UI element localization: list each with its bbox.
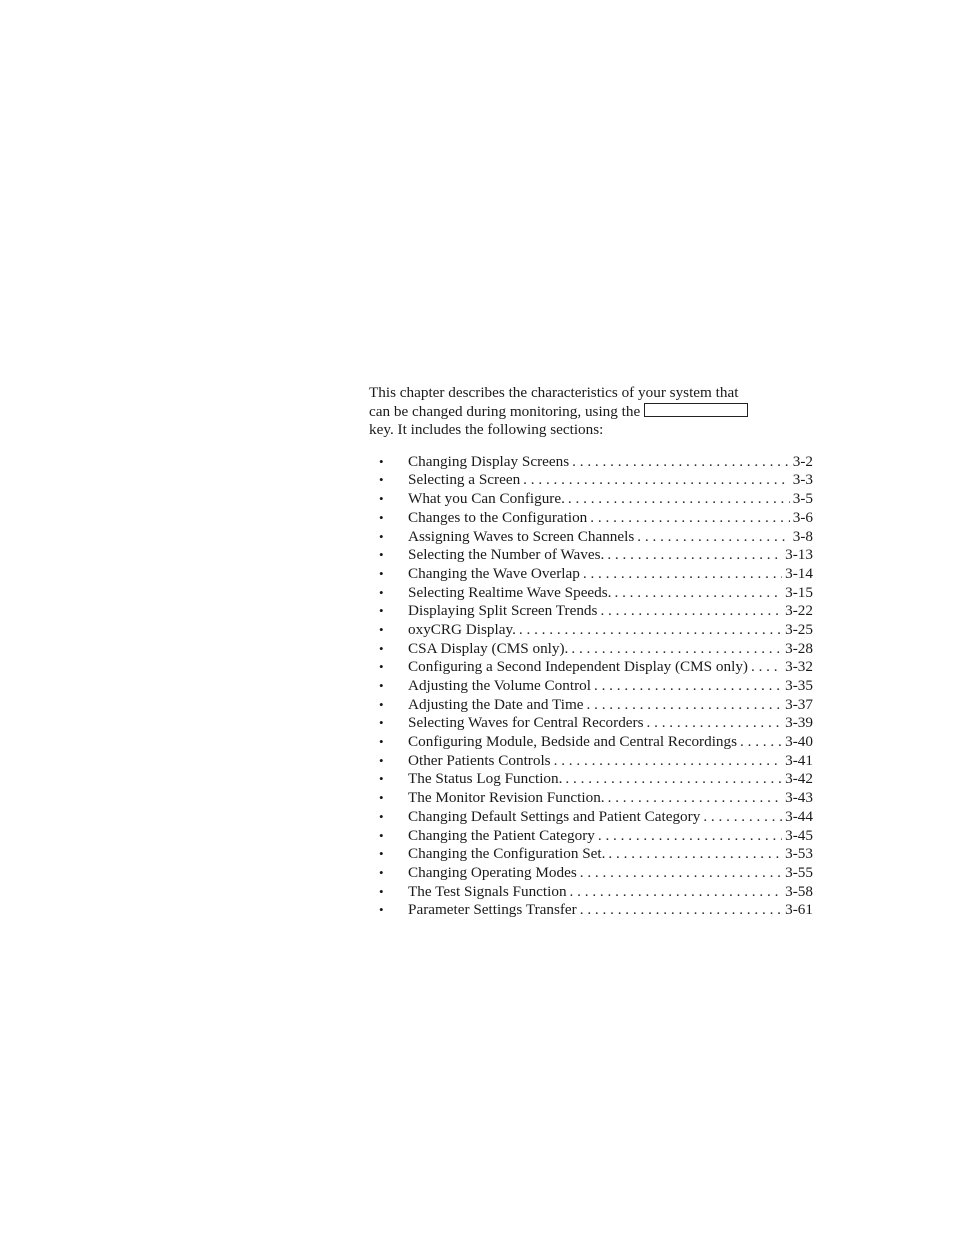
toc-entry: [369, 864, 819, 883]
toc-entry: [369, 528, 819, 547]
dot-leader: [519, 621, 782, 640]
toc-entry: [369, 883, 819, 902]
bullet-icon: •: [379, 491, 384, 507]
toc-entry-line: [408, 714, 813, 733]
section-list: [369, 453, 819, 920]
toc-entry: [369, 640, 819, 659]
toc-entry: [369, 546, 819, 565]
toc-entry-line: [408, 696, 813, 715]
toc-entry-title: Changing Display Screens: [408, 452, 570, 470]
toc-entry-page: 3-32: [785, 658, 813, 676]
dot-leader: [614, 584, 782, 603]
toc-entry: [369, 770, 819, 789]
toc-entry-title: The Test Signals Function: [408, 882, 567, 900]
toc-entry-title: Displaying Split Screen Trends: [408, 602, 598, 620]
toc-entry: [369, 658, 819, 677]
toc-entry-page: 3-15: [785, 583, 813, 601]
dot-leader: [598, 827, 782, 846]
toc-entry-page: 3-43: [785, 789, 813, 807]
bullet-icon: •: [379, 902, 384, 918]
toc-entry-line: [408, 808, 813, 827]
dot-leader: [570, 883, 783, 902]
toc-entry-page: 3-58: [785, 882, 813, 900]
bullet-icon: •: [379, 734, 384, 750]
toc-entry-page: 3-2: [792, 452, 813, 470]
dot-leader: [751, 658, 782, 677]
dot-leader: [554, 752, 783, 771]
bullet-icon: •: [379, 827, 384, 843]
toc-entry-page: 3-61: [785, 901, 813, 919]
toc-entry-title: Selecting Waves for Central Recorders: [408, 714, 644, 732]
toc-entry: [369, 490, 819, 509]
bullet-icon: •: [379, 621, 384, 637]
bullet-icon: •: [379, 864, 384, 880]
dot-leader: [608, 789, 783, 808]
toc-entry-title: Selecting a Screen: [408, 471, 521, 489]
toc-entry-page: 3-37: [785, 695, 813, 713]
toc-entry-page: 3-8: [792, 527, 813, 545]
toc-entry-title: Parameter Settings Transfer: [408, 901, 577, 919]
toc-entry-line: [408, 453, 813, 472]
toc-entry-page: 3-53: [785, 845, 813, 863]
dot-leader: [740, 733, 782, 752]
toc-entry-line: [408, 789, 813, 808]
bullet-icon: •: [379, 565, 384, 581]
dot-leader: [523, 471, 790, 490]
toc-entry-page: 3-55: [785, 863, 813, 881]
intro-line-3: key. It includes the following sections:: [369, 421, 604, 439]
toc-entry-title: CSA Display (CMS only).: [408, 639, 569, 657]
toc-entry-page: 3-45: [785, 826, 813, 844]
bullet-icon: •: [379, 846, 384, 862]
toc-entry: [369, 752, 819, 771]
toc-entry: [369, 901, 819, 920]
toc-entry-title: Assigning Waves to Screen Channels: [408, 527, 635, 545]
bullet-icon: •: [379, 640, 384, 656]
bullet-icon: •: [379, 528, 384, 544]
intro-paragraph: [369, 384, 819, 440]
bullet-icon: •: [379, 752, 384, 768]
toc-entry-line: [408, 490, 813, 509]
toc-entry-line: [408, 658, 813, 677]
toc-entry: [369, 845, 819, 864]
toc-entry-line: [408, 602, 813, 621]
toc-entry-line: [408, 565, 813, 584]
hardkey-box: [644, 403, 748, 417]
toc-entry-line: [408, 584, 813, 603]
toc-entry-page: 3-39: [785, 714, 813, 732]
toc-entry-page: 3-25: [785, 620, 813, 638]
dot-leader: [590, 509, 789, 528]
toc-entry-line: [408, 509, 813, 528]
toc-entry: [369, 677, 819, 696]
toc-entry-line: [408, 770, 813, 789]
toc-entry: [369, 789, 819, 808]
dot-leader: [587, 696, 783, 715]
bullet-icon: •: [379, 472, 384, 488]
toc-entry-page: 3-5: [792, 490, 813, 508]
bullet-icon: •: [379, 771, 384, 787]
toc-entry-title: Changing the Configuration Set.: [408, 845, 606, 863]
dot-leader: [703, 808, 782, 827]
bullet-icon: •: [379, 883, 384, 899]
toc-entry: [369, 733, 819, 752]
dot-leader: [608, 845, 782, 864]
bullet-icon: •: [379, 509, 384, 525]
toc-entry-title: Changes to the Configuration: [408, 508, 588, 526]
toc-entry-title: Configuring a Second Independent Display (CMS only): [408, 658, 748, 676]
toc-entry: [369, 453, 819, 472]
toc-entry-line: [408, 752, 813, 771]
toc-entry-line: [408, 640, 813, 659]
dot-leader: [637, 528, 789, 547]
toc-entry-page: 3-22: [785, 602, 813, 620]
toc-entry: [369, 471, 819, 490]
toc-entry-line: [408, 827, 813, 846]
bullet-icon: •: [379, 808, 384, 824]
dot-leader: [607, 546, 782, 565]
toc-entry: [369, 602, 819, 621]
toc-entry-title: Adjusting the Volume Control: [408, 677, 591, 695]
intro-line-1: This chapter describes the characteristics of your system that: [369, 384, 739, 401]
bullet-icon: •: [379, 678, 384, 694]
dot-leader: [571, 640, 782, 659]
toc-entry-title: What you Can Configure.: [408, 490, 565, 508]
toc-entry: [369, 696, 819, 715]
bullet-icon: •: [379, 603, 384, 619]
toc-entry-line: [408, 733, 813, 752]
toc-entry-page: 3-42: [785, 770, 813, 788]
bullet-icon: •: [379, 584, 384, 600]
toc-entry: [369, 509, 819, 528]
toc-entry-title: Selecting Realtime Wave Speeds.: [408, 583, 612, 601]
toc-entry-title: Adjusting the Date and Time: [408, 695, 584, 713]
toc-entry-title: Selecting the Number of Waves.: [408, 546, 605, 564]
intro-line-2: can be changed during monitoring, using the: [369, 402, 641, 420]
toc-entry-line: [408, 883, 813, 902]
dot-leader: [572, 453, 790, 472]
toc-entry-line: [408, 621, 813, 640]
toc-entry: [369, 621, 819, 640]
bullet-icon: •: [379, 453, 384, 469]
bullet-icon: •: [379, 715, 384, 731]
dot-leader: [600, 602, 782, 621]
toc-entry-title: Changing Operating Modes: [408, 863, 577, 881]
toc-entry-line: [408, 546, 813, 565]
toc-entry: [369, 714, 819, 733]
toc-entry-line: [408, 677, 813, 696]
toc-entry-page: 3-28: [785, 639, 813, 657]
toc-entry-line: [408, 528, 813, 547]
dot-leader: [565, 770, 782, 789]
toc-entry-page: 3-3: [792, 471, 813, 489]
toc-entry-page: 3-35: [785, 677, 813, 695]
toc-entry-page: 3-41: [785, 751, 813, 769]
bullet-icon: •: [379, 696, 384, 712]
toc-entry-title: The Monitor Revision Function.: [408, 789, 605, 807]
toc-entry-title: Other Patients Controls: [408, 751, 551, 769]
toc-entry-title: Changing the Patient Category: [408, 826, 595, 844]
toc-entry-line: [408, 901, 813, 920]
toc-entry-page: 3-44: [785, 807, 813, 825]
dot-leader: [568, 490, 790, 509]
bullet-icon: •: [379, 547, 384, 563]
toc-entry: [369, 808, 819, 827]
toc-entry-page: 3-14: [785, 564, 813, 582]
chapter-overview: [369, 384, 819, 920]
dot-leader: [583, 565, 782, 584]
toc-entry-line: [408, 471, 813, 490]
toc-entry-title: The Status Log Function.: [408, 770, 563, 788]
toc-entry-title: Configuring Module, Bedside and Central Recordings: [408, 733, 738, 751]
toc-entry-page: 3-13: [785, 546, 813, 564]
toc-entry-title: Changing the Wave Overlap: [408, 564, 580, 582]
toc-entry-title: Changing Default Settings and Patient Category: [408, 807, 701, 825]
toc-entry-line: [408, 845, 813, 864]
dot-leader: [580, 864, 782, 883]
dot-leader: [580, 901, 782, 920]
toc-entry: [369, 827, 819, 846]
toc-entry-page: 3-40: [785, 733, 813, 751]
toc-entry-page: 3-6: [792, 508, 813, 526]
dot-leader: [647, 714, 783, 733]
bullet-icon: •: [379, 790, 384, 806]
toc-entry: [369, 584, 819, 603]
toc-entry-title: oxyCRG Display.: [408, 620, 516, 638]
toc-entry-line: [408, 864, 813, 883]
toc-entry: [369, 565, 819, 584]
bullet-icon: •: [379, 659, 384, 675]
dot-leader: [594, 677, 782, 696]
